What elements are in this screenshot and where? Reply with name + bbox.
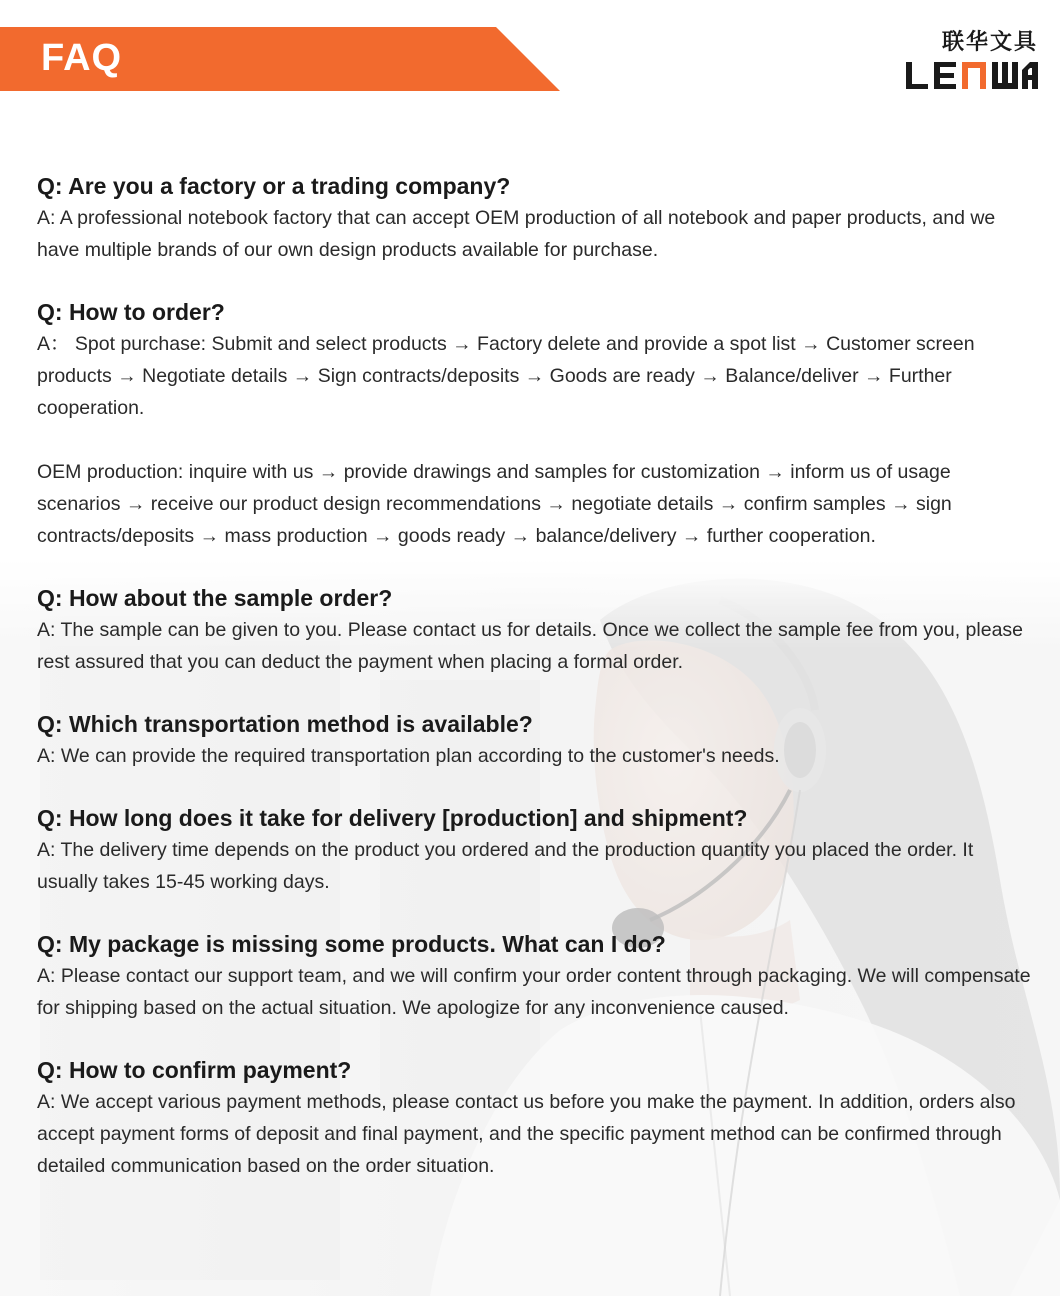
faq-question: Q: Which transportation method is available? [37, 711, 533, 737]
faq-question: Q: How to confirm payment? [37, 1057, 352, 1083]
faq-answer: A: We can provide the required transportation plan according to the customer's needs. [37, 745, 780, 767]
faq-answer: A: The sample can be given to you. Please contact us for details. Once we collect the sample fee from you, please rest assured that you can deduct the payment when placing a formal order. [37, 619, 1024, 673]
logo-wordmark [900, 58, 1040, 90]
faq-item [37, 170, 1037, 266]
faq-item [37, 296, 1037, 552]
faq-question: Q: Are you a factory or a trading company? [37, 173, 511, 199]
faq-item [37, 1054, 1037, 1182]
faq-answer: OEM production: inquire with us → provide drawings and samples for customization → inform us of usage scenarios → receive our product design recommendations → negotiate details → confirm samples → sign contracts/deposits → mass production → goods ready → balance/delivery → further cooperation. [37, 461, 952, 547]
logo-chinese-text: 联华文具 [941, 30, 1038, 55]
faq-item [37, 708, 1037, 772]
faq-answer: A: A professional notebook factory that can accept OEM production of all notebook and paper products, and we have multiple brands of our own design products available for purchase. [37, 207, 996, 261]
faq-list [37, 170, 1037, 1212]
lenwa-wordmark-icon [904, 58, 1040, 90]
faq-question: Q: How long does it take for delivery [production] and shipment? [37, 805, 748, 831]
faq-question: Q: How to order? [37, 299, 225, 325]
faq-answer: A： Spot purchase: Submit and select products → Factory delete and provide a spot list → Customer screen products → Negotiate details → Sign contracts/deposits → Goods are ready → Balance/deliver → Further cooperation. [37, 333, 975, 419]
faq-question: Q: How about the sample order? [37, 585, 393, 611]
faq-answer: A: The delivery time depends on the product you ordered and the production quantity you placed the order. It usually takes 15-45 working days. [37, 839, 974, 893]
faq-item [37, 802, 1037, 898]
brand-logo [900, 30, 1040, 94]
header-banner [0, 27, 560, 91]
faq-item [37, 928, 1037, 1024]
faq-question: Q: My package is missing some products. What can I do? [37, 931, 666, 957]
page-title: FAQ [41, 37, 123, 79]
faq-answer: A: Please contact our support team, and we will confirm your order content through packaging. We will compensate for shipping based on the actual situation. We apologize for any inconvenience caused. [37, 965, 1031, 1019]
faq-item [37, 582, 1037, 678]
faq-answer: A: We accept various payment methods, please contact us before you make the payment. In addition, orders also accept payment forms of deposit and final payment, and the specific payment method can be confirmed through detailed communication based on the order situation. [37, 1091, 1016, 1177]
